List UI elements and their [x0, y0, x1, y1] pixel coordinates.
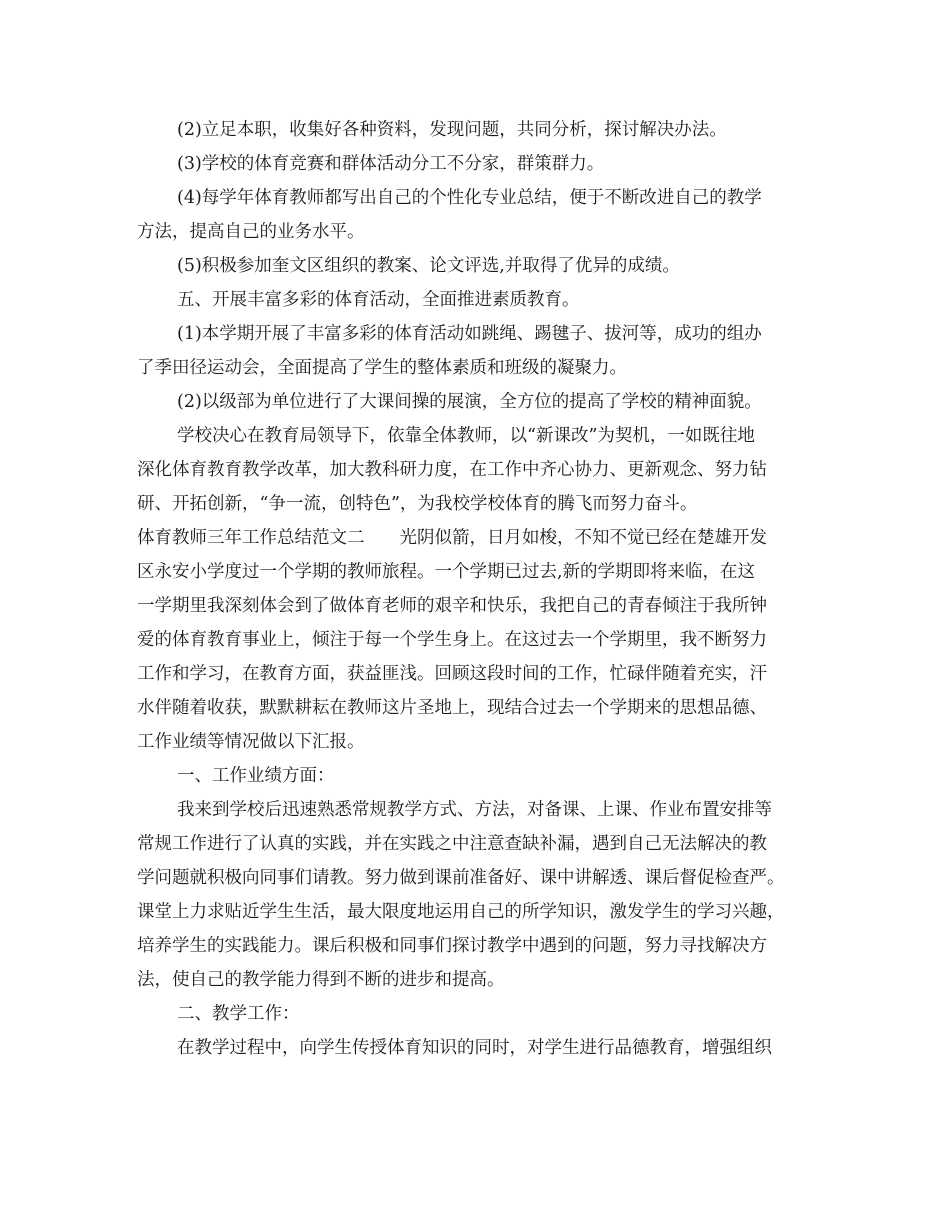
text-line: 水伴随着收获，默默耕耘在教师这片圣地上，现结合过去一个学期来的思想品德、 [137, 698, 767, 718]
text-line: 工作业绩等情况做以下汇报。 [137, 732, 365, 752]
text-line: 学校决心在教育局领导下，依靠全体教师，以“新课改”为契机，一如既往地 [177, 426, 755, 446]
text-line: (2)立足本职，收集好各种资料，发现问题，共同分析，探讨解决办法。 [177, 120, 727, 140]
text-line: 课堂上力求贴近学生生活，最大限度地运用自己的所学知识，激发学生的学习兴趣， [137, 902, 785, 922]
text-line: 在教学过程中，向学生传授体育知识的同时，对学生进行品德教育，增强组织 [177, 1038, 772, 1058]
section-heading: 二、教学工作： [177, 1004, 300, 1024]
text-line: 了季田径运动会，全面提高了学生的整体素质和班级的凝聚力。 [137, 358, 627, 378]
section-heading: 五、开展丰富多彩的体育活动，全面推进素质教育。 [177, 290, 580, 310]
text-line: 一学期里我深刻体会到了做体育老师的艰辛和快乐，我把自己的青春倾注于我所钟 [137, 596, 767, 616]
text-line: (5)积极参加奎文区组织的教案、论文评选,并取得了优异的成绩。 [177, 256, 680, 276]
text-line: (1)本学期开展了丰富多彩的体育活动如跳绳、踢毽子、拔河等，成功的组办 [177, 324, 762, 344]
text-line: 学问题就积极向同事们请教。努力做到课前准备好、课中讲解透、课后督促检查严。 [137, 868, 785, 888]
text-line: 研、开拓创新，“争一流，创特色”，为我校学校体育的腾飞而努力奋斗。 [137, 494, 698, 514]
section-heading: 一、工作业绩方面： [177, 766, 335, 786]
text-line: (2)以级部为单位进行了大课间操的展演，全方位的提高了学校的精神面貌。 [177, 392, 762, 412]
text-line: 工作和学习，在教育方面，获益匪浅。回顾这段时间的工作，忙碌伴随着充实，汗 [137, 664, 767, 684]
article-title-line: 体育教师三年工作总结范文二 光阴似箭，日月如梭，不知不觉已经在楚雄开发 [137, 528, 767, 548]
text-line: 法，使自己的教学能力得到不断的进步和提高。 [137, 970, 505, 990]
text-line: 方法，提高自己的业务水平。 [137, 222, 365, 242]
text-line: 常规工作进行了认真的实践，并在实践之中注意查缺补漏，遇到自己无法解决的教 [137, 834, 767, 854]
text-line: 爱的体育教育事业上，倾注于每一个学生身上。在这过去一个学期里，我不断努力 [137, 630, 767, 650]
text-line: (3)学校的体育竞赛和群体活动分工不分家，群策群力。 [177, 154, 605, 174]
text-line: 区永安小学度过一个学期的教师旅程。一个学期已过去,新的学期即将来临，在这 [137, 562, 756, 582]
text-line: 培养学生的实践能力。课后积极和同事们探讨教学中遇到的问题，努力寻找解决方 [137, 936, 767, 956]
text-line: (4)每学年体育教师都写出自己的个性化专业总结，便于不断改进自己的教学 [177, 188, 762, 208]
text-line: 我来到学校后迅速熟悉常规教学方式、方法，对备课、上课、作业布置安排等 [177, 800, 772, 820]
text-line: 深化体育教育教学改革，加大教科研力度，在工作中齐心协力、更新观念、努力钻 [137, 460, 767, 480]
